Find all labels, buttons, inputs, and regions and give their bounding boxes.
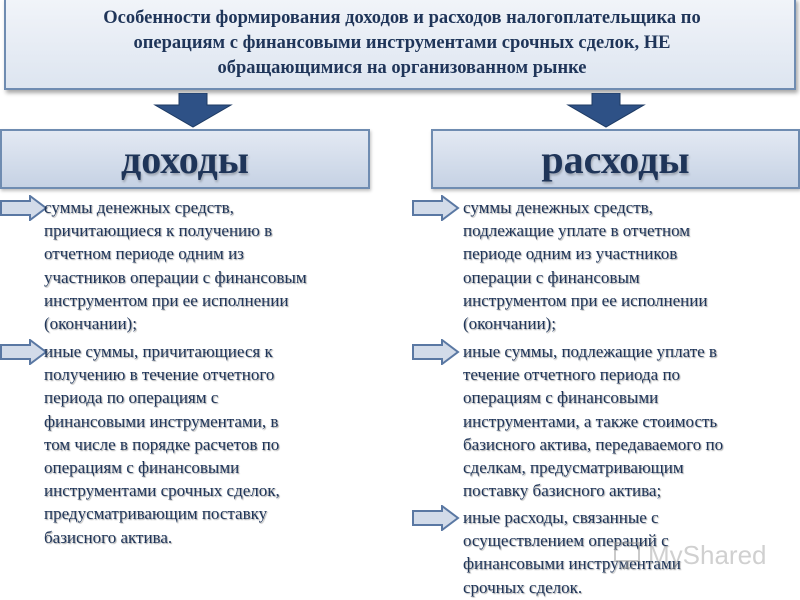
item-line: участников операции с финансовым <box>44 267 307 287</box>
item-line: периода по операциям с <box>44 388 219 408</box>
expense-item <box>463 196 707 335</box>
item-line: подлежащие уплате в отчетном <box>463 221 691 241</box>
bullet-arrow-icon <box>412 195 460 221</box>
expense-header <box>431 129 800 189</box>
item-line: иные расходы, связанные с <box>463 508 659 527</box>
page-title <box>16 0 788 86</box>
item-line: поставку базисного актива; <box>463 481 662 501</box>
item-line: получению в течение отчетного <box>44 365 275 385</box>
item-line: том числе в порядке расчетов по <box>44 434 280 454</box>
bullet-arrow-icon <box>412 339 460 365</box>
item-line: сделкам, предусматривающим <box>463 458 684 478</box>
watermark-text: MyShared <box>648 539 767 570</box>
item-line: суммы денежных средств, <box>463 198 653 217</box>
expense-header-label: расходы <box>541 136 690 182</box>
down-arrow-left <box>153 93 233 129</box>
item-line: финансовыми инструментами <box>463 554 681 574</box>
item-line: течение отчетного периода по <box>463 365 681 385</box>
bullet-arrow-icon <box>0 339 48 365</box>
income-item <box>44 340 280 549</box>
item-line: причитающиеся к получению в <box>44 221 273 241</box>
item-line: (окончании); <box>44 314 137 334</box>
item-line: инструментом при ее исполнении <box>44 290 289 310</box>
item-line: иные суммы, причитающиеся к <box>44 342 273 361</box>
item-line: базисного актива, передаваемого по <box>463 434 724 454</box>
title-box <box>4 0 796 90</box>
title-line: обращающимися на организованном рынке <box>217 57 587 78</box>
item-line: операциям с финансовыми <box>44 458 240 478</box>
item-line: периоде одним из участников <box>463 244 678 264</box>
income-header-label: доходы <box>120 136 250 182</box>
income-header <box>0 129 370 189</box>
expense-item <box>463 340 723 502</box>
item-line: осуществлением операций с <box>463 531 669 551</box>
title-line: операциям с финансовыми инструментами срочных сделок, НЕ <box>133 32 671 53</box>
item-line: операции с финансовым <box>463 267 640 287</box>
item-line: финансовыми инструментами, в <box>44 411 279 431</box>
item-line: операциям с финансовыми <box>463 388 659 408</box>
item-line: инструментами срочных сделок, <box>44 481 280 501</box>
income-item <box>44 196 307 335</box>
bullet-arrow-icon <box>0 195 48 221</box>
item-line: предусматривающим поставку <box>44 504 268 524</box>
bullet-arrow-icon <box>412 505 460 531</box>
item-line: инструментом при ее исполнении <box>463 290 708 310</box>
down-arrow-right <box>566 93 646 129</box>
title-line: Особенности формирования доходов и расходов налогоплательщика по <box>103 7 701 28</box>
expense-item <box>463 506 681 599</box>
item-line: (окончании); <box>463 314 556 334</box>
item-line: срочных сделок. <box>463 577 583 597</box>
item-line: иные суммы, подлежащие уплате в <box>463 342 717 361</box>
item-line: базисного актива. <box>44 527 173 547</box>
item-line: отчетном периоде одним из <box>44 244 244 264</box>
item-line: суммы денежных средств, <box>44 198 234 217</box>
item-line: инструментами, а также стоимость <box>463 411 718 431</box>
